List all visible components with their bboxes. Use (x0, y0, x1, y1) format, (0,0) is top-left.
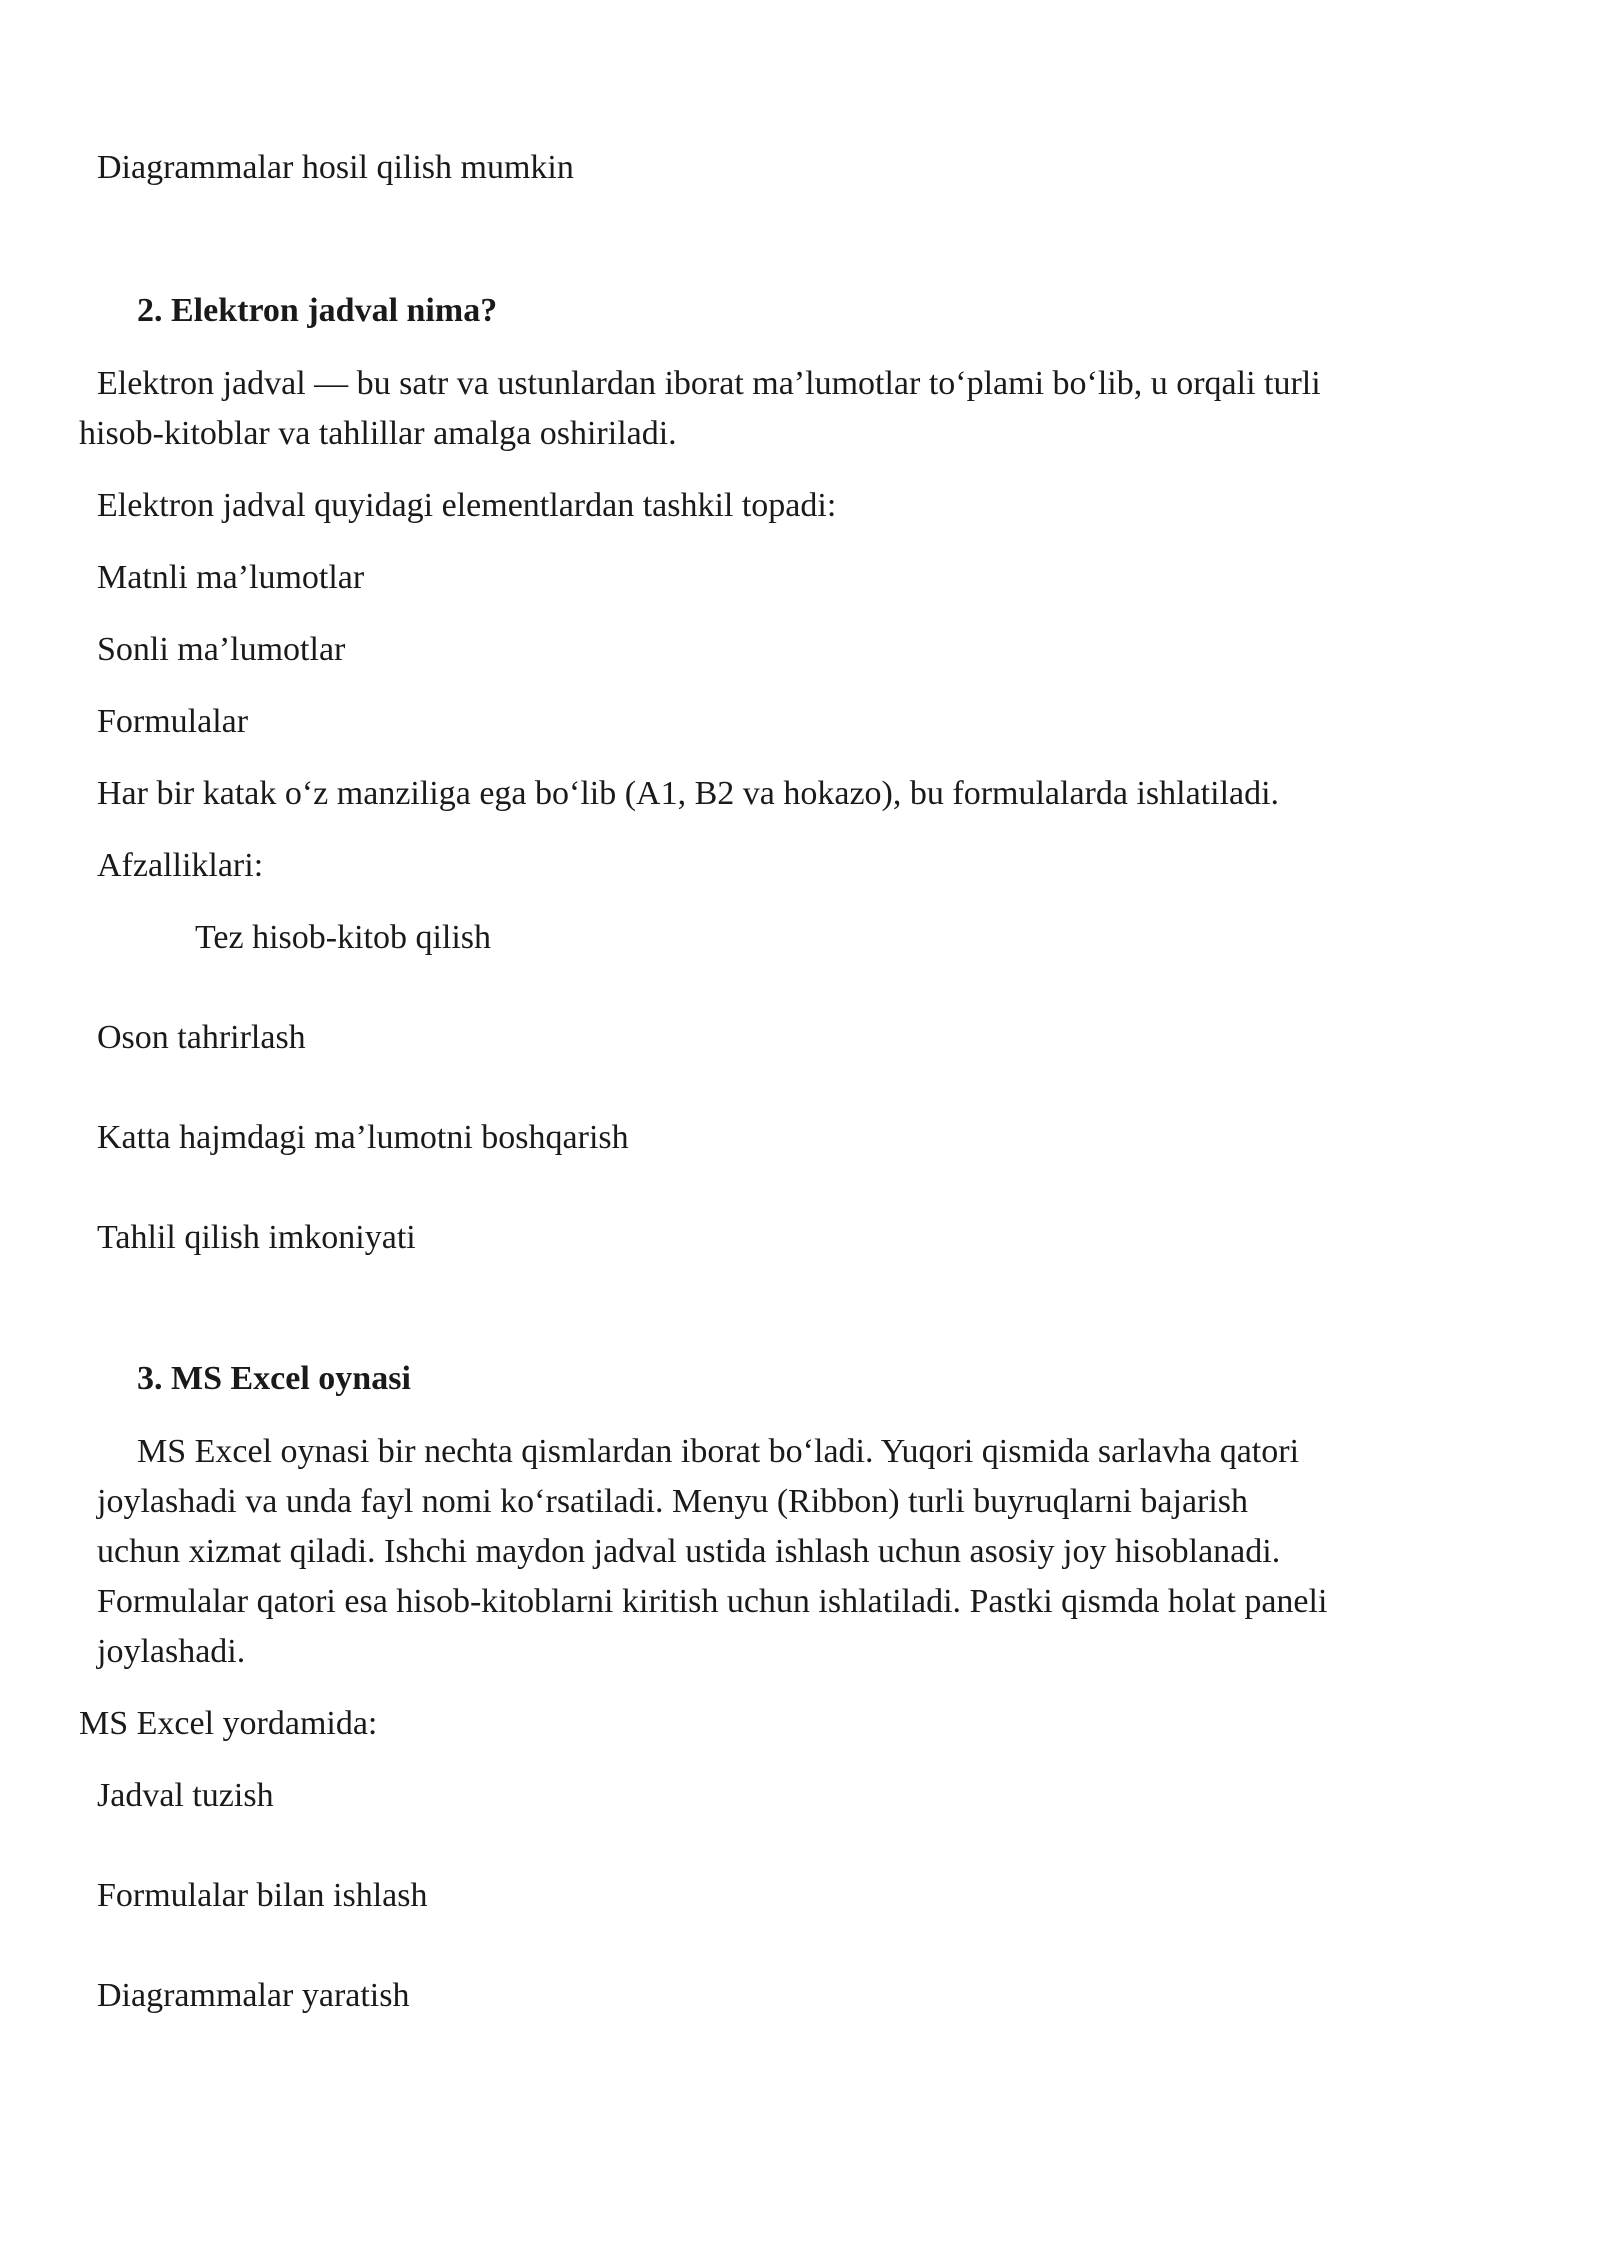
section-3-paragraph-line: joylashadi. (97, 1633, 246, 1670)
advantages-list-item: Tahlil qilish imkoniyati (97, 1219, 416, 1256)
advantages-list-item: Oson tahrirlash (97, 1019, 306, 1056)
section-2-definition-line-2: hisob-kitoblar va tahlillar amalga oshiriladi. (79, 415, 677, 452)
uses-intro: MS Excel yordamida: (79, 1705, 378, 1742)
section-3-heading: 3. MS Excel oynasi (137, 1360, 411, 1397)
elements-list-item: Formulalar (97, 703, 249, 740)
uses-list-item: Formulalar bilan ishlash (97, 1877, 428, 1914)
top-line-text: Diagrammalar hosil qilish mumkin (97, 149, 574, 186)
uses-list-item: Diagrammalar yaratish (97, 1977, 410, 2014)
section-2-elements-intro: Elektron jadval quyidagi elementlardan tashkil topadi: (97, 487, 837, 524)
elements-list-item: Sonli ma’lumotlar (97, 631, 346, 668)
elements-list-item: Matnli ma’lumotlar (97, 559, 365, 596)
section-2-heading: 2. Elektron jadval nima? (137, 292, 498, 329)
section-3-paragraph-line: uchun xizmat qiladi. Ishchi maydon jadval ustida ishlash uchun asosiy joy hisoblanadi. (97, 1533, 1281, 1570)
cell-address-note: Har bir katak o‘z manziliga ega bo‘lib (A1, B2 va hokazo), bu formulalarda ishlatiladi. (97, 775, 1280, 812)
uses-list-item: Jadval tuzish (97, 1777, 274, 1814)
advantages-list-item: Katta hajmdagi ma’lumotni boshqarish (97, 1119, 629, 1156)
section-3-paragraph-line: joylashadi va unda fayl nomi ko‘rsatiladi. Menyu (Ribbon) turli buyruqlarni bajarish (97, 1483, 1249, 1520)
section-2-definition-line-1: Elektron jadval — bu satr va ustunlardan iborat ma’lumotlar to‘plami bo‘lib, u orqali turli (97, 365, 1321, 402)
section-3-paragraph-line: MS Excel oynasi bir nechta qismlardan iborat bo‘ladi. Yuqori qismida sarlavha qatori (137, 1433, 1300, 1470)
section-3-paragraph-line: Formulalar qatori esa hisob-kitoblarni kiritish uchun ishlatiladi. Pastki qismda holat paneli (97, 1583, 1328, 1620)
advantages-label: Afzalliklari: (97, 847, 264, 884)
advantages-list-item: Tez hisob-kitob qilish (195, 919, 492, 956)
